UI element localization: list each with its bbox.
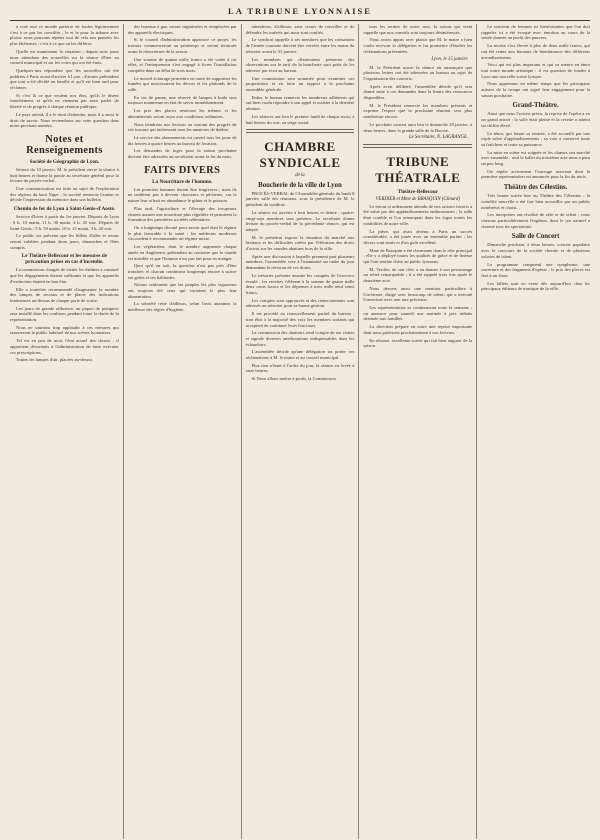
article-paragraph: à voté tout ce monde parterre de foules légitimement c'est à ce pas les conciliés ; le et le pour la tribune avec plaisir, nous pouvons répéter tout de cela nos pensées les plus fâcheuses ; c'est à ce que on les différer. (10, 24, 119, 47)
column-1 (10, 24, 123, 839)
article-paragraph: Le souvenir de femmes ici bienfaisantes que l'on doit rappeler ici a été évoqué avec émotion au cours de la soirée donnée au profit des pauvres. (481, 24, 590, 41)
article-paragraph: Mme de Brasquin a été charmante dans le rôle principal ; elle y a déployé toutes les qualités de grâce et de finesse qui l'ont rendue chère au public lyonnais. (363, 247, 473, 265)
newspaper-title: LA TRIBUNE LYONNAISE (228, 6, 372, 16)
article-paragraph: Plus tard, l'agriculture et l'élevage des troupeaux vinrent assurer une nourriture plus régulière et permirent la formation des premières sociétés sédentaires. (127, 205, 237, 223)
column-4 (358, 24, 476, 839)
article-paragraph: Enfin, le bureau remercie les nombreux adhérents qui ont bien voulu répondre à son appel et assister à la dernière réunion. (245, 94, 355, 112)
article-paragraph: Après avoir délibéré, l'assemblée décide qu'il sera donné suite à ces demandes dans la limite des ressources disponibles. (363, 83, 473, 101)
signature-line: Lyon, le 15 janvier. (431, 56, 469, 62)
article-paragraph: Séance du 10 janvier. M. le président ouvre la séance à huit heures et donne la parole au secrétaire général pour la lecture du procès-verbal. (10, 166, 119, 184)
article-paragraph: La séance est ouverte à huit heures et demie ; quatre-vingt-sept membres sont présents. Le secrétaire donne lecture du procès-verbal de la précédente séance, qui est adopté. (245, 209, 355, 232)
section-heading: Théâtre-Bellecour (397, 188, 438, 195)
section-heading: Boucherie de la ville de Lyon (258, 181, 342, 189)
article-paragraph: Service d'hiver à partir du 1er janvier. Départs de Lyon : 6 h. 10 matin, 11 h. 30 matin, 4 h. 45 soir. Départs de Saint-Genis : 5 h. 50 matin, 10 h. 15 matin, 3 h. 20 soir. (10, 214, 119, 231)
article-paragraph: La pièce, qui avait obtenu à Paris un succès considérable, a été jouée avec un ensemble parfait ; les décors sont neufs et d'un goût excellent. (363, 228, 473, 245)
article-paragraph: Les premiers hommes durent être frugivores ; mais ils ne tardèrent pas à devenir chasseurs et pêcheurs, car la nature leur offrait en abondance le gibier et le poisson. (127, 186, 237, 204)
article-paragraph: M. le Président remercie les membres présents et exprime l'espoir que la prochaine réunion sera plus nombreuse encore. (363, 102, 473, 120)
article-paragraph: Tel est en peu de mots l'état actuel des choses ; il appartient désormais à l'administration de faire exécuter ces prescriptions. (10, 338, 119, 355)
article-paragraph: En cas de panne, une réserve de lampes à huile sera toujours maintenue en état de servir immédiatement. (127, 94, 237, 106)
section-heading: FAITS DIVERS (144, 164, 221, 176)
article-paragraph: Quelle est maintenant la situation ; depuis trois jours nous attendons des nouvelles sur la séance d'hier au conseil municipal et sur les votes qui ont été émis. (10, 48, 119, 66)
article-paragraph: Elle a toutefois recommandé d'augmenter le nombre des lampes de secours et de placer des indications lumineuses au-dessus de chaque porte de sortie. (10, 286, 119, 303)
article-paragraph: On répète activement l'ouvrage nouveau dont la première représentation est annoncée pour la fin du mois. (481, 168, 590, 180)
double-rule (246, 129, 355, 133)
article-paragraph: Il est procédé au renouvellement partiel du bureau ; sont élus à la majorité des voix les membres sortants qui acceptent de continuer leurs fonctions. (245, 311, 355, 328)
columns (10, 24, 590, 839)
column-3 (241, 24, 359, 839)
article-paragraph: La commission des abattoirs rend compte de ses visites et signale diverses améliorations indispensables dans les échaudoirs. (245, 330, 355, 347)
section-heading: TRIBUNE THÉATRALE (375, 153, 461, 185)
section-heading: Société de Géographie de Lyon. (29, 158, 100, 165)
article-paragraph: Voici qui est plus important et qui va mettre en émoi tout notre monde artistique : il est question de fonder à Lyon une nouvelle scène lyrique. (481, 62, 590, 79)
section-heading: Chemin de fer de Lyon à Saint-Genis-d'Aoste. (13, 206, 116, 213)
article-paragraph: Les billets sont en vente dès aujourd'hui chez les principaux éditeurs de musique de la ville. (481, 280, 590, 292)
article-paragraph: Les végétariens, dont le nombre augmente chaque année en Angleterre, prétendent au contraire que la viande est nuisible et que l'homme n'est pas fait pour en manger. (127, 244, 237, 261)
article-paragraph: M. le Président ouvre la séance en annonçant que plusieurs lettres ont été adressées au bureau au sujet de l'organisation des concerts. (363, 64, 473, 81)
article-paragraph: Quelques-uns répondent que les nouvelles ont été publiées à Paris avant d'arriver à Lyon ; d'autres prétendent que tout a été décidé en famille et qu'il est bien tard pour réclamer. (10, 67, 119, 91)
article-paragraph: Une commission sera nommée pour examiner ces propositions et en faire un rapport à la prochaine assemblée générale. (245, 75, 355, 93)
article-paragraph: des bureaux à gaz, seront supprimées et remplacées par des appareils électriques. (127, 24, 237, 35)
section-heading: Salle de Concert (511, 233, 560, 241)
article-paragraph: Le ténor, qui faisait sa rentrée, a été accueilli par une triple salve d'applaudissements ; sa voix a conservé toute sa fraîcheur et toute sa puissance. (481, 130, 590, 147)
section-heading: Grand-Théâtre. (512, 102, 559, 110)
article-paragraph: On a longtemps discuté pour savoir quel était le régime le plus favorable à la santé ; les médecins modernes s'accordent à recommander un régime mixte. (127, 224, 237, 242)
article-paragraph: Une somme de quinze mille francs a été votée à cet effet, et l'entrepreneur s'est engagé à livrer l'installation complète dans un délai de trois mois. (127, 56, 237, 73)
article-paragraph: Les séances ont lieu le premier lundi de chaque mois, à huit heures du soir, au siège social. (245, 113, 355, 125)
section-subheading: VERDIER et Mme de BRASQUIN (Glinard) (375, 196, 460, 202)
article-paragraph: Les membres qui désireraient présenter des observations sur le tarif de la boucherie sont priés de les adresser par écrit au bureau. (245, 56, 355, 73)
article-paragraph: Si Nous allons mettre à profit, la Commission (251, 376, 336, 382)
article-paragraph: Toutes les lampes d'air, placées au-dessus (16, 357, 93, 363)
article-paragraph: Quoi qu'il en soit, la question n'est pas près d'être tranchée, et chacun continuera longtemps encore à suivre ses goûts et ses habitudes. (127, 263, 237, 280)
article-paragraph: Les comptes sont approuvés et des remerciements sont adressés au trésorier pour sa bonne gestion. (245, 297, 355, 309)
article-paragraph: Le pays attend, il a le droit d'attendre, mais il a aussi le droit de savoir. Nous reviendrons sur cette question dans notre prochain numéro. (10, 111, 119, 129)
article-paragraph: L'assemblée décide qu'une délégation ira porter ces réclamations à M. le maire et au conseil municipal. (245, 349, 355, 361)
article-paragraph: Le retour si ardemment attendu de nos artistes favoris a été salué par des applaudissements enthousiastes ; la salle était comble et l'on remarquait dans les loges toutes les notabilités de notre ville. (363, 203, 473, 226)
article-paragraph: Dimanche prochain, à deux heures, concert populaire avec le concours de la société chorale et de plusieurs solistes de talent. (481, 242, 590, 259)
article-paragraph: Nous tiendrons nos lecteurs au courant des progrès de ces travaux qui intéressent tous les amateurs de théâtre. (127, 121, 237, 133)
article-paragraph: Le prochain concert aura lieu le dimanche 28 janvier, à deux heures, dans la grande salle de la Bourse. (363, 121, 473, 133)
article-paragraph: Le public est prévenu que les billets d'aller et retour seront valables pendant deux jours, dimanches et fêtes compris. (10, 233, 119, 250)
article-paragraph: Les prix des places resteront les mêmes et les abonnements seront reçus aux conditions ordinaires. (127, 108, 237, 119)
article-paragraph: Nous avons appris avec plaisir que M. le maire a bien voulu recevoir la délégation et lui promettre d'étudier les réclamations présentées. (363, 37, 473, 54)
article-paragraph: Une communication est faite au sujet de l'exploration des régions du haut Niger ; la société remercie l'auteur et décide l'impression du mémoire dans son bulletin. (10, 186, 119, 203)
section-heading: Théâtre des Célestins. (503, 184, 568, 192)
masthead-rule (10, 20, 590, 21)
article-paragraph: PROCÈS-VERBAL de l'Assemblée générale du lundi 8 janvier, salle des réunions, sous la présidence de M. le président du syndicat. (245, 190, 355, 208)
article-paragraph: Les jours de grande affluence, un piquet de pompiers sera installé dans les coulisses pendant toute la durée de la représentation. (10, 305, 119, 323)
article-paragraph: La direction prépare en outre une reprise importante dont nous parlerons prochainement à nos lecteurs. (363, 324, 473, 335)
article-paragraph: Les représentations se continueront toute la semaine ; on annonce pour samedi une matinée à prix réduits destinée aux familles. (363, 305, 473, 322)
column-2 (123, 24, 241, 839)
article-paragraph: Le service des abonnements est ouvert tous les jours de dix heures à quatre heures au bureau de location. (127, 134, 237, 146)
article-paragraph: Si c'est là ce que veulent nos élus, qu'ils le disent franchement, et qu'ils ne viennent pas nous parler de liberté et de progrès à chaque réunion publique. (10, 92, 119, 110)
double-rule (363, 144, 472, 148)
article-paragraph: La recette s'est élevée à plus de deux mille francs, qui ont été remis aux bureaux de bienfaisance des différents arrondissements. (481, 43, 590, 60)
article-paragraph: En résumé, excellente soirée qui fait bien augurer de la saison. (363, 337, 473, 349)
article-paragraph: tous les termes de notre mot, la saison qui vient rappelle que nos conseils sont toujours désintéressés. (363, 24, 473, 35)
article-paragraph: Très bonne soirée hier au Théâtre des Célestins ; la comédie nouvelle a été fort bien accueillie par un public nombreux et choisi. (481, 193, 590, 210)
article-paragraph: M. le président expose la situation du marché aux bestiaux et les difficultés créées par l'élévation des droits d'octroi sur les viandes abattues hors de la ville. (245, 234, 355, 252)
masthead (10, 6, 590, 18)
article-paragraph: M. Verdier, de son côté, a su donner à son personnage un relief remarquable ; il a été rappelé trois fois après le deuxième acte. (363, 266, 473, 284)
article-paragraph: La mise en scène est soignée et les chœurs ont marché avec ensemble ; seul le ballet du troisième acte nous a paru un peu long. (481, 149, 590, 167)
article-paragraph: Les demandes de loges pour la saison prochaine doivent être adressées au secrétariat avant la fin du mois. (127, 148, 237, 160)
article-paragraph: Nous apprenons en même temps que les principaux artistes de la troupe ont signé leur engagement pour la saison prochaine. (481, 81, 590, 98)
article-paragraph: Le syndicat rappelle à ses membres que les cotisations de l'année courante doivent être versées entre les mains du trésorier avant le 31 janvier. (245, 37, 355, 54)
article-paragraph: Si le conseil d'administration approuve ce projet, les travaux commenceront au printemps et seront terminés avant la réouverture de la saison. (127, 37, 237, 54)
article-paragraph: Le nouvel éclairage permettra en outre de supprimer les fumées qui noircissaient les décors et les plafonds de la salle. (127, 75, 237, 93)
article-paragraph: Après une discussion à laquelle prennent part plusieurs membres, l'assemblée vote à l'unanimité un ordre du jour demandant la révision de ces droits. (245, 253, 355, 271)
article-paragraph: Nous ne saurions trop applaudir à ces mesures qui rassureront le public habituel de nos scènes lyonnaises. (10, 324, 119, 336)
section-heading: La Nourriture de l'homme. (152, 178, 213, 185)
article-paragraph: Ainsi que nous l'avions prévu, la reprise de l'opéra a eu un grand attrait ; la salle était pleine et la recette a atteint un chiffre élevé. (481, 111, 590, 128)
article-paragraph: Le programme comprend une symphonie, une ouverture et des fragments d'opéras ; le prix des places est fixé à un franc. (481, 261, 590, 278)
article-paragraph: La commission chargée de visiter les théâtres a constaté que les dégagements étaient suffisants et que les appareils d'extinction étaient en bon état. (10, 267, 119, 284)
article-paragraph: Les interprètes ont rivalisé de zèle et de talent ; nous citerons particulièrement l'ingénue, dont le jeu naturel a charmé tous les spectateurs. (481, 212, 590, 229)
article-paragraph: attendrons, d'ailleurs, sans cesser de travailler et de défendre les intérêts qui nous sont confiés. (245, 24, 355, 35)
section-heading: Notes et Renseignements (26, 133, 103, 156)
article-paragraph: Plus rien n'étant à l'ordre du jour, la séance est levée à onze heures. (245, 362, 355, 374)
column-5 (476, 24, 590, 839)
article-paragraph: Notons seulement que les peuples les plus vigoureux ont toujours été ceux qui variaient le plus leur alimentation. (127, 282, 237, 299)
article-paragraph: Nous devons aussi une mention particulière à l'orchestre, dirigé avec beaucoup de talent, qui a exécuté l'ouverture avec une rare précision. (363, 285, 473, 303)
article-paragraph: La sobriété reste d'ailleurs, selon l'avis unanime, la meilleure des règles d'hygiène. (127, 301, 237, 313)
signature-line: Le Secrétaire, N. LAGRANGE. (408, 135, 469, 141)
section-heading: Le Théâtre-Bellecour et les mesures de précaution prises en cas d'incendie. (21, 253, 108, 266)
section-subheading: de la (295, 172, 305, 178)
article-paragraph: Le trésorier présente ensuite les comptes de l'exercice écoulé ; les recettes s'élèvent à la somme de quatre mille deux cents francs et les dépenses à trois mille neuf cents francs. (245, 272, 355, 295)
section-heading: CHAMBRE SYNDICALE (259, 138, 341, 170)
